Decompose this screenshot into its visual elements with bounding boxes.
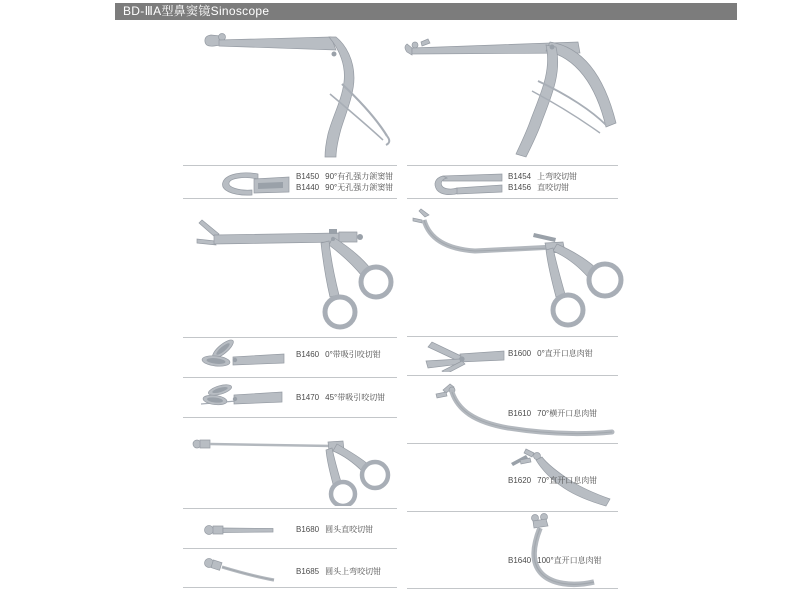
product-name: 70°横开口息肉钳 bbox=[537, 409, 598, 418]
divider bbox=[183, 377, 397, 378]
tip-photo-b1470 bbox=[198, 383, 283, 409]
tip-photo-b1680 bbox=[200, 523, 275, 537]
divider bbox=[407, 165, 618, 166]
product-code: B1440 bbox=[296, 183, 320, 192]
product-name: 0°带吸引咬切钳 bbox=[325, 350, 381, 359]
divider bbox=[183, 548, 397, 549]
tip-photo-b1685 bbox=[197, 555, 277, 583]
product-label-b1450-b1440 bbox=[296, 171, 393, 193]
divider bbox=[183, 337, 397, 338]
divider bbox=[183, 165, 397, 166]
tip-photo-b1640 bbox=[518, 512, 608, 588]
product-entry bbox=[296, 171, 393, 182]
product-name: 圆头直咬切钳 bbox=[325, 525, 374, 534]
product-code: B1450 bbox=[296, 172, 320, 181]
product-label-b1460 bbox=[296, 349, 381, 360]
product-label-b1470 bbox=[296, 392, 385, 403]
page-title: BD-ⅢA型鼻窦镜Sinoscope bbox=[115, 3, 737, 20]
product-name: 90°无孔强力颌窦钳 bbox=[325, 183, 394, 192]
divider bbox=[407, 588, 618, 589]
product-name: 上弯咬切钳 bbox=[537, 172, 578, 181]
tip-photo-b1460 bbox=[197, 339, 285, 369]
product-code: B1685 bbox=[296, 567, 320, 576]
product-code: B1620 bbox=[508, 476, 532, 485]
product-name: 圆头上弯咬切钳 bbox=[325, 567, 382, 576]
photo-round-head-forceps bbox=[183, 428, 398, 506]
divider bbox=[183, 417, 397, 418]
divider bbox=[407, 198, 618, 199]
divider bbox=[183, 587, 397, 588]
product-name: 100°直开口息肉钳 bbox=[537, 556, 602, 565]
divider bbox=[407, 336, 618, 337]
product-entry bbox=[296, 182, 393, 193]
photo-kerrison-punch bbox=[400, 33, 638, 163]
photo-suction-cutting-forceps bbox=[183, 213, 398, 333]
product-code: B1470 bbox=[296, 393, 320, 402]
product-code: B1640 bbox=[508, 556, 532, 565]
product-label-b1685 bbox=[296, 566, 381, 577]
product-name: 90°有孔强力颌窦钳 bbox=[325, 172, 394, 181]
product-code: B1610 bbox=[508, 409, 532, 418]
product-code: B1454 bbox=[508, 172, 532, 181]
product-name: 70°直开口息肉钳 bbox=[537, 476, 598, 485]
product-code: B1600 bbox=[508, 349, 532, 358]
tip-photo-b1450-b1440 bbox=[210, 168, 290, 196]
photo-backbiting-antrum-punch bbox=[183, 30, 395, 162]
product-label-b1610 bbox=[508, 408, 597, 419]
divider bbox=[407, 375, 618, 376]
tip-photo-b1600 bbox=[420, 338, 505, 372]
tip-photo-b1454-b1456 bbox=[428, 169, 503, 197]
product-label-b1680 bbox=[296, 524, 373, 535]
product-code: B1680 bbox=[296, 525, 320, 534]
product-name: 0°直开口息肉钳 bbox=[537, 349, 593, 358]
divider bbox=[183, 508, 397, 509]
product-label-b1454-b1456 bbox=[508, 171, 577, 193]
product-entry bbox=[508, 182, 577, 193]
photo-curved-polyp-forceps bbox=[405, 208, 640, 330]
divider bbox=[407, 443, 618, 444]
product-label-b1640 bbox=[508, 555, 602, 566]
divider bbox=[407, 511, 618, 512]
product-name: 45°带吸引咬切钳 bbox=[325, 393, 386, 402]
product-name: 直咬切钳 bbox=[537, 183, 570, 192]
product-code: B1460 bbox=[296, 350, 320, 359]
divider bbox=[183, 198, 397, 199]
product-label-b1620 bbox=[508, 475, 597, 486]
product-entry bbox=[508, 171, 577, 182]
product-label-b1600 bbox=[508, 348, 593, 359]
product-code: B1456 bbox=[508, 183, 532, 192]
